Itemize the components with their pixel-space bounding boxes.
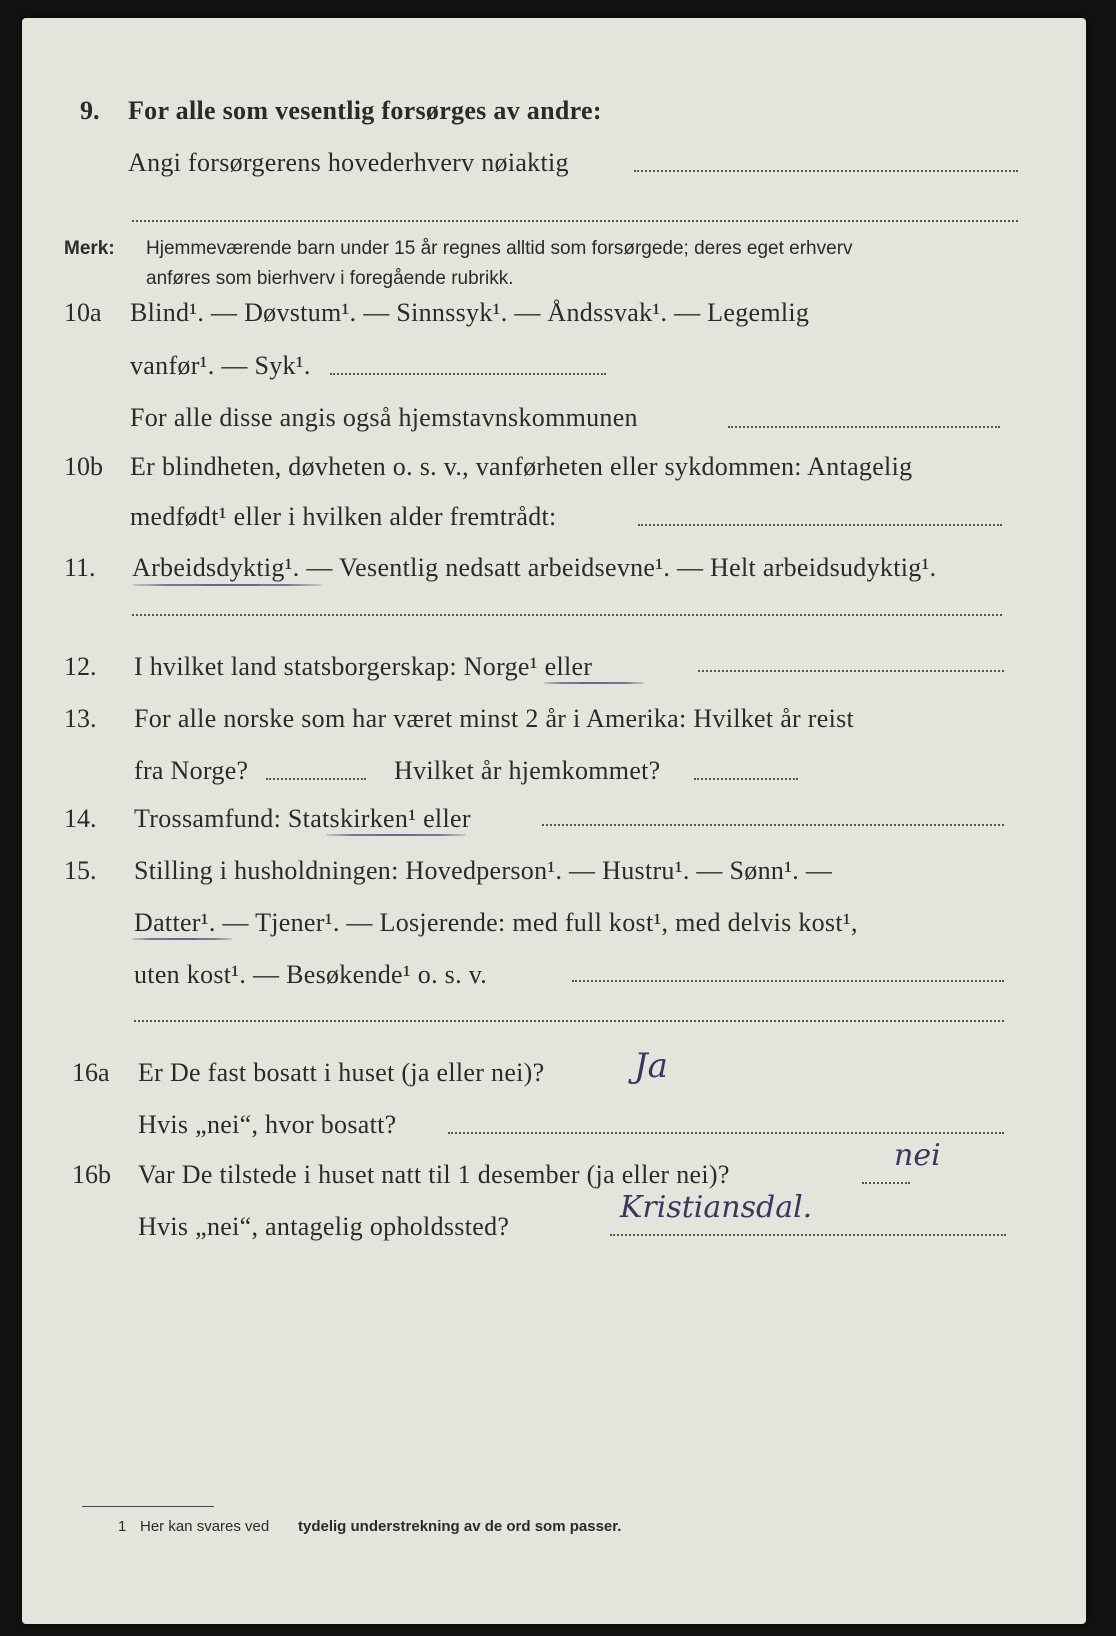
question-10a-number: 10a bbox=[64, 298, 102, 327]
question-15-answer-line-2[interactable] bbox=[134, 1020, 1004, 1022]
question-16b-line-1: Var De tilstede i huset natt til 1 desember (ja eller nei)? bbox=[138, 1160, 730, 1189]
question-16a-handwritten-answer: Ja bbox=[634, 1046, 668, 1086]
underline-statskirken bbox=[326, 834, 466, 836]
question-14-answer-line[interactable] bbox=[542, 824, 1004, 826]
question-15-line-3: uten kost¹. — Besøkende¹ o. s. v. bbox=[134, 960, 488, 989]
question-10a-line-2: vanfør¹. — Syk¹. bbox=[130, 351, 311, 380]
question-10b-line-2: medfødt¹ eller i hvilken alder fremtrådt: bbox=[130, 502, 557, 531]
footnote-rule bbox=[82, 1506, 214, 1507]
question-16b-place-line[interactable] bbox=[610, 1234, 1006, 1236]
question-13-returned-line[interactable] bbox=[694, 778, 798, 780]
question-14-number: 14. bbox=[64, 804, 97, 833]
underline-norge bbox=[544, 682, 644, 684]
question-14-line-1: Trossamfund: Statskirken¹ eller bbox=[134, 804, 471, 833]
census-form-page bbox=[22, 18, 1086, 1624]
question-9-text: Angi forsørgerens hovederhverv nøiaktig bbox=[128, 148, 569, 177]
question-16a-line-2: Hvis „nei“, hvor bosatt? bbox=[138, 1110, 397, 1139]
footnote-text-b: tydelig understrekning av de ord som passer. bbox=[298, 1518, 622, 1535]
question-16b-handwritten-answer: nei bbox=[894, 1138, 941, 1173]
question-13-line-1: For alle norske som har været minst 2 år i Amerika: Hvilket år reist bbox=[134, 704, 855, 733]
question-10a-line-1: Blind¹. — Døvstum¹. — Sinnssyk¹. — Åndssvak¹. — Legemlig bbox=[130, 298, 810, 327]
footnote-text-a: Her kan svares ved bbox=[140, 1518, 270, 1535]
question-16a-number: 16a bbox=[72, 1058, 110, 1087]
underline-datter bbox=[132, 938, 232, 940]
question-16b-line-2: Hvis „nei“, antagelig opholdssted? bbox=[138, 1212, 510, 1241]
note-line-2: anføres som bierhverv i foregående rubrikk. bbox=[146, 268, 514, 289]
question-10a-line-3: For alle disse angis også hjemstavnskommunen bbox=[130, 403, 638, 432]
question-15-line-1: Stilling i husholdningen: Hovedperson¹. — Hustru¹. — Sønn¹. — bbox=[134, 856, 833, 885]
question-11-line-1: Arbeidsdyktig¹. — Vesentlig nedsatt arbeidsevne¹. — Helt arbeidsudyktig¹. bbox=[132, 553, 937, 582]
question-11-number: 11. bbox=[64, 553, 96, 582]
question-12-number: 12. bbox=[64, 652, 97, 681]
note-line-1: Hjemmeværende barn under 15 år regnes alltid som forsørgede; deres eget erhverv bbox=[146, 238, 853, 259]
question-10b-answer-line[interactable] bbox=[638, 524, 1002, 526]
question-15-answer-line[interactable] bbox=[572, 980, 1004, 982]
question-15-number: 15. bbox=[64, 856, 97, 885]
footnote-mark: 1 bbox=[118, 1518, 127, 1535]
question-9-title: For alle som vesentlig forsørges av andre: bbox=[128, 96, 602, 125]
question-16a-residence-line[interactable] bbox=[448, 1132, 1004, 1134]
question-16b-answer-line[interactable] bbox=[862, 1182, 910, 1184]
question-9-answer-line[interactable] bbox=[634, 170, 1018, 172]
question-13-line-2a: fra Norge? bbox=[134, 756, 249, 785]
question-16a-line-1: Er De fast bosatt i huset (ja eller nei)? bbox=[138, 1058, 545, 1087]
question-13-line-2b: Hvilket år hjemkommet? bbox=[394, 756, 661, 785]
question-10b-number: 10b bbox=[64, 452, 103, 481]
question-16b-handwritten-place: Kristiansdal. bbox=[620, 1190, 813, 1225]
question-16b-number: 16b bbox=[72, 1160, 111, 1189]
question-10a-answer-line[interactable] bbox=[330, 373, 606, 375]
question-9-number: 9. bbox=[80, 96, 100, 125]
question-15-line-2: Datter¹. — Tjener¹. — Losjerende: med full kost¹, med delvis kost¹, bbox=[134, 908, 858, 937]
question-13-number: 13. bbox=[64, 704, 97, 733]
underline-arbeidsdyktig bbox=[132, 584, 322, 586]
question-11-answer-line[interactable] bbox=[132, 614, 1002, 616]
question-10b-line-1: Er blindheten, døvheten o. s. v., vanførheten eller sykdommen: Antagelig bbox=[130, 452, 913, 481]
question-10a-hometown-line[interactable] bbox=[728, 426, 1000, 428]
question-9-answer-line-2[interactable] bbox=[132, 220, 1018, 222]
question-13-departed-line[interactable] bbox=[266, 778, 366, 780]
question-12-answer-line[interactable] bbox=[698, 670, 1004, 672]
note-label: Merk: bbox=[64, 238, 115, 259]
question-12-line-1: I hvilket land statsborgerskap: Norge¹ eller bbox=[134, 652, 593, 681]
